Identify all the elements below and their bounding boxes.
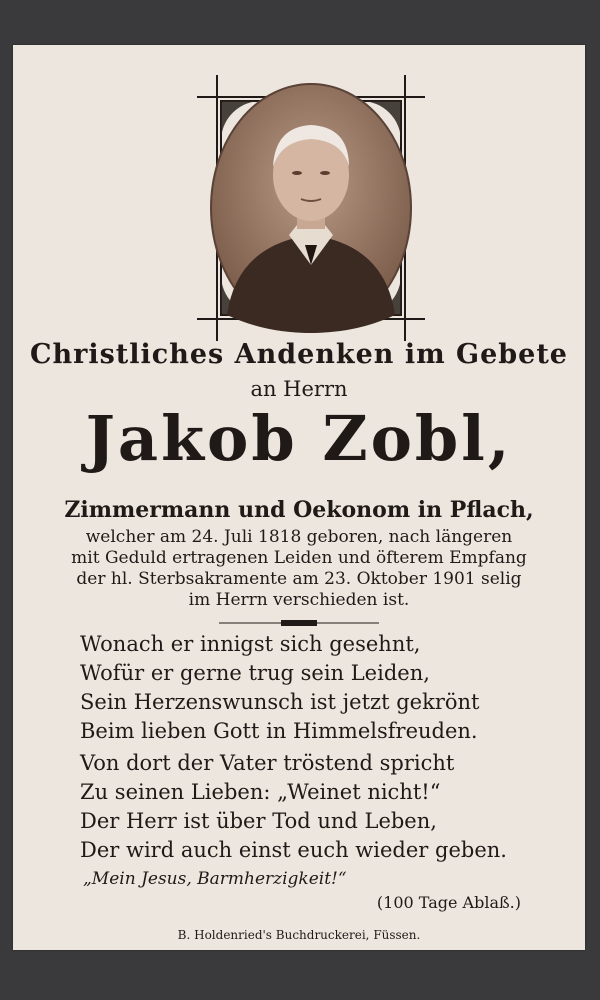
ornamental-divider (219, 620, 379, 626)
poem-line: Der Herr ist über Tod und Leben, (80, 809, 437, 833)
poem-line: Der wird auch einst euch wieder geben. (80, 838, 507, 862)
poem-line: Sein Herzenswunsch ist jetzt gekrönt (80, 690, 480, 714)
biography (13, 527, 585, 611)
bio-line: der hl. Sterbsakramente am 23. Oktober 1901 selig (76, 569, 522, 589)
poem-stanza-1 (80, 630, 479, 746)
poem-stanza-2 (80, 749, 507, 865)
indulgence-note: (100 Tage Ablaß.) (376, 893, 521, 912)
bio-line: im Herrn verschieden ist. (188, 590, 410, 610)
portrait-image (197, 75, 425, 341)
bio-line: mit Geduld ertragenen Leiden und öfterem Empfang (71, 548, 527, 568)
poem-line: Zu seinen Lieben: „Weinet nicht!“ (80, 780, 441, 804)
occupation: Zimmermann und Oekonom in Pflach, (64, 497, 534, 523)
poem-line: Wofür er gerne trug sein Leiden, (80, 661, 430, 685)
bio-line: welcher am 24. Juli 1818 geboren, nach längeren (85, 527, 513, 547)
prayer-line: „Mein Jesus, Barmherzigkeit!“ (83, 869, 347, 889)
deceased-name: Jakob Zobl, (85, 402, 513, 475)
memorial-card (13, 45, 585, 950)
poem-line: Beim lieben Gott in Himmelsfreuden. (80, 719, 478, 743)
poem-line: Von dort der Vater tröstend spricht (80, 751, 455, 775)
printer-credit: B. Holdenried's Buchdruckerei, Füssen. (177, 928, 421, 942)
portrait-frame (197, 75, 425, 341)
card-heading: Christliches Andenken im Gebete (30, 339, 568, 370)
poem-line: Wonach er innigst sich gesehnt, (80, 632, 421, 656)
salutation: an Herrn (250, 377, 348, 401)
